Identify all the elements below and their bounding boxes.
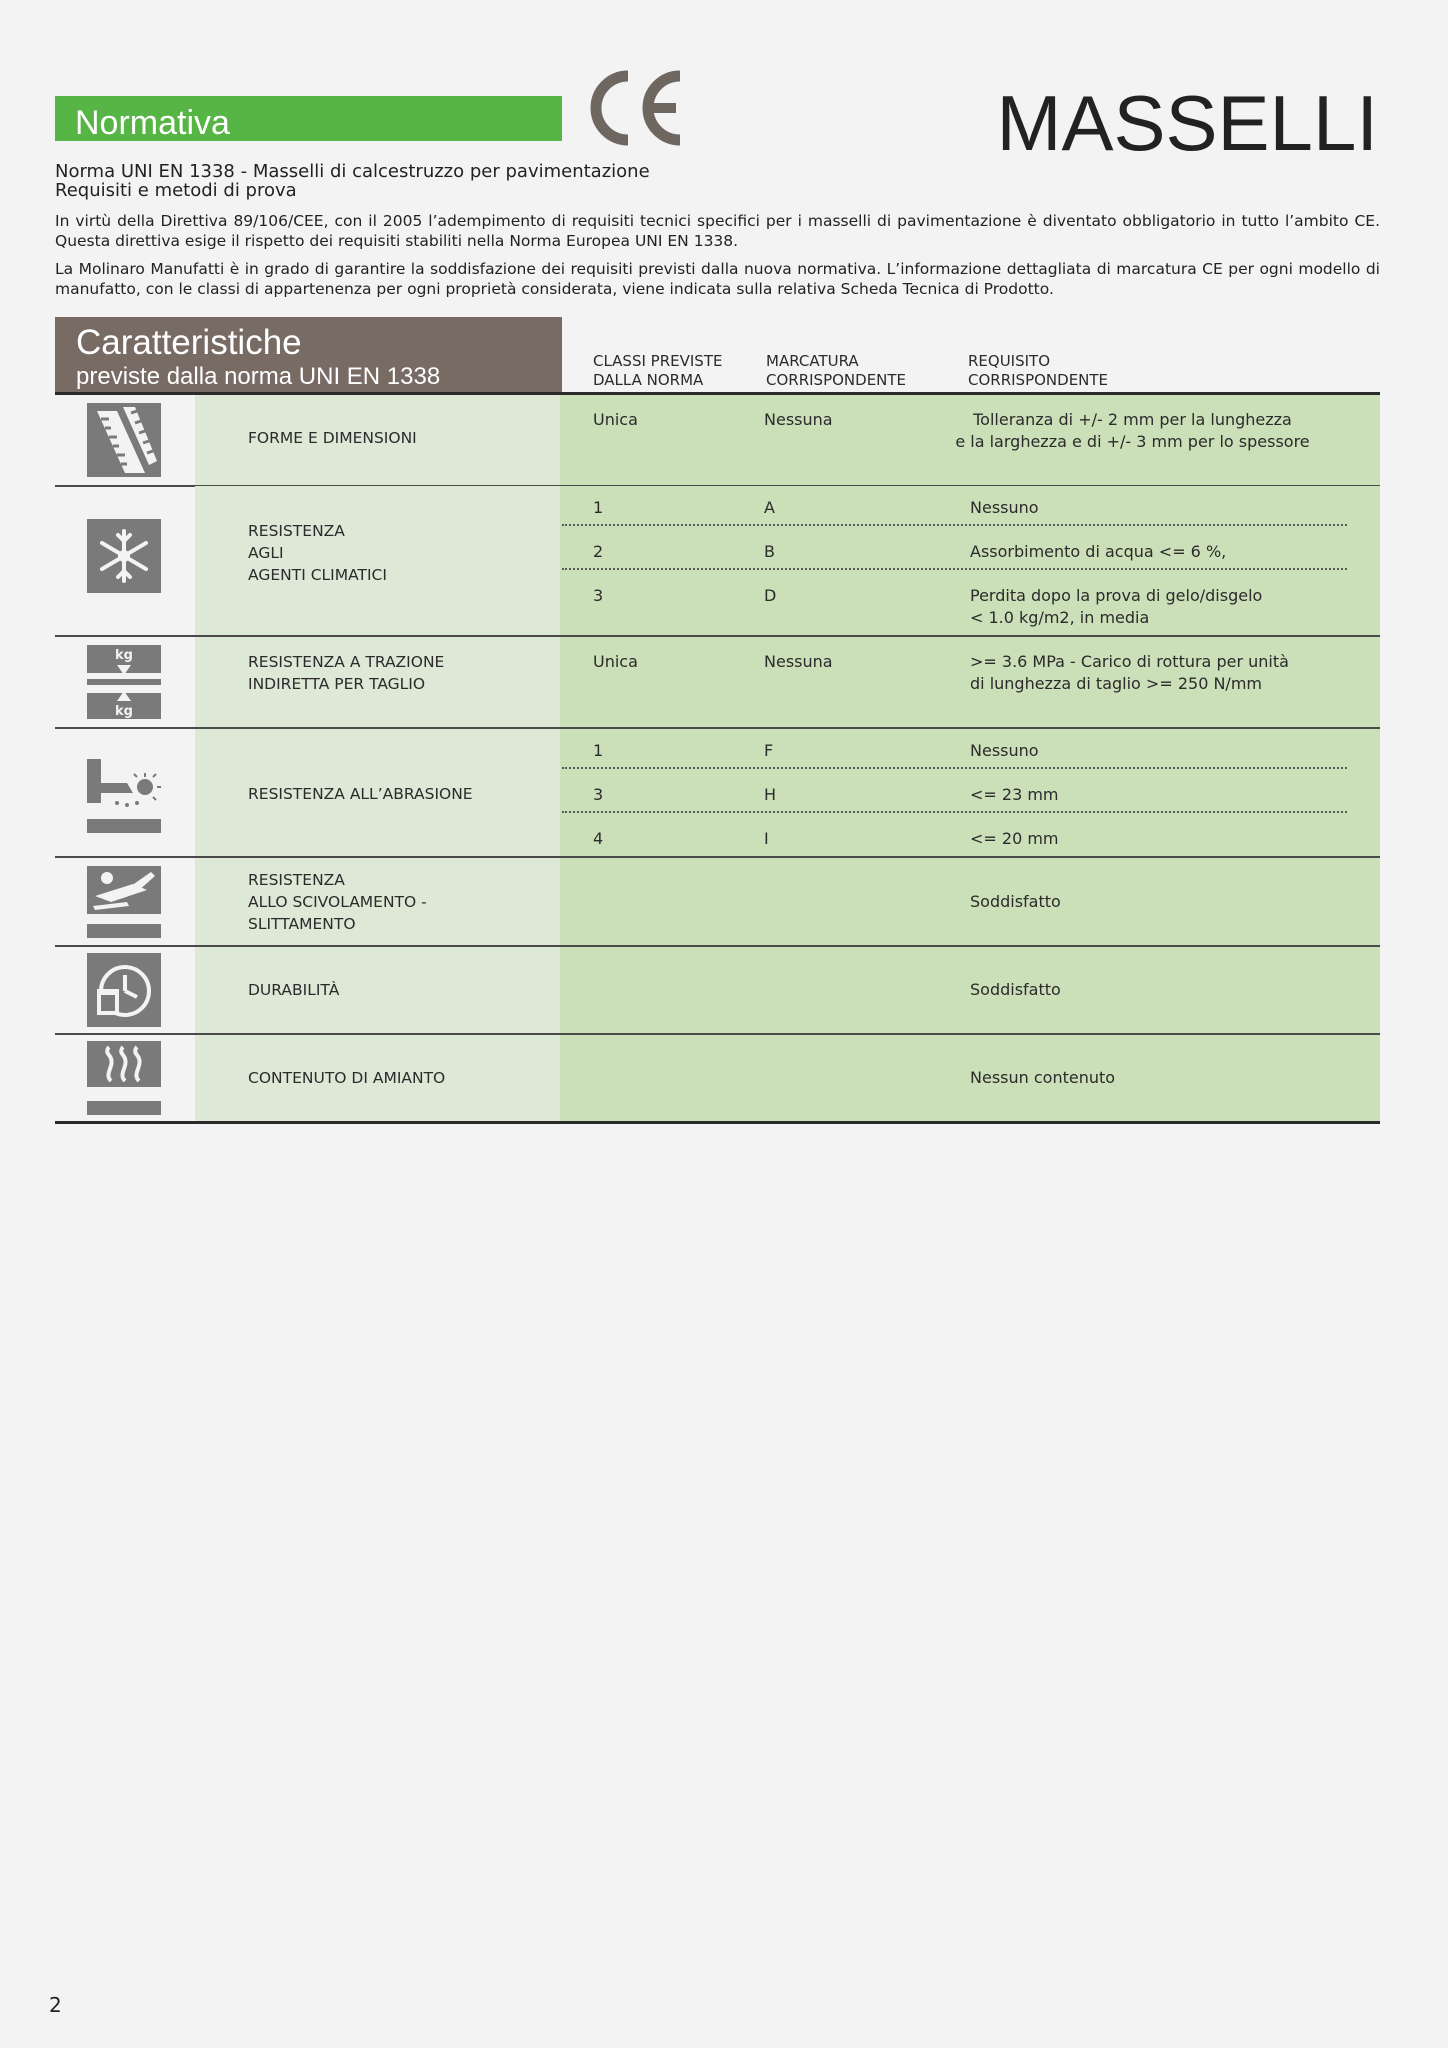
- classe-value: Unica: [593, 410, 638, 429]
- label-line: SLITTAMENTO: [248, 915, 356, 933]
- requisito-value: <= 20 mm: [970, 829, 1059, 848]
- label-line: RESISTENZA: [248, 522, 345, 540]
- characteristic-label: [248, 979, 339, 1001]
- label-line: RESISTENZA A TRAZIONE: [248, 653, 445, 671]
- classe-value: Unica: [593, 652, 638, 671]
- requisito-value: [935, 409, 1330, 453]
- table-row: [55, 393, 1380, 485]
- requisito-value: <= 23 mm: [970, 785, 1059, 804]
- requisito-value: [970, 585, 1262, 629]
- table-row: [55, 1035, 1380, 1121]
- characteristic-label: [248, 427, 417, 449]
- requisito-line: Perdita dopo la prova di gelo/disgelo: [970, 586, 1263, 605]
- column-header-marcatura: [766, 352, 906, 390]
- ce-mark-icon: [582, 68, 684, 148]
- classe-value: 3: [593, 586, 604, 605]
- norm-subtitle: Requisiti e metodi di prova: [55, 180, 297, 201]
- page-number: 2: [49, 1993, 62, 2017]
- label-line: AGENTI CLIMATICI: [248, 566, 387, 584]
- dotted-separator: [562, 767, 1347, 769]
- table-row: [55, 858, 1380, 945]
- label-line: CONTENUTO DI AMIANTO: [248, 1069, 446, 1087]
- icon-cell: [55, 1035, 195, 1121]
- table-row: [55, 729, 1380, 856]
- icon-cell: [55, 858, 195, 945]
- requisito-value: Nessuno: [970, 498, 1039, 517]
- table-bottom-border: [55, 1121, 1380, 1124]
- characteristic-label: [248, 651, 444, 695]
- table-row: [55, 486, 1380, 635]
- norm-title: Norma UNI EN 1338 - Masselli di calcestruzzo per pavimentazione: [55, 161, 650, 182]
- label-line: ALLO SCIVOLAMENTO -: [248, 893, 427, 911]
- label-line: AGLI: [248, 544, 284, 562]
- table-subtitle: previste dalla norma UNI EN 1338: [76, 363, 441, 390]
- kg-label: kg: [115, 704, 133, 719]
- table-row: [55, 947, 1380, 1033]
- marcatura-value: B: [764, 542, 775, 561]
- product-title: MASSELLI: [996, 79, 1378, 167]
- weight-kg-icon: [87, 645, 161, 719]
- requisito-line: di lunghezza di taglio >= 250 N/mm: [970, 674, 1262, 693]
- column-header-requisito: [968, 352, 1108, 390]
- characteristic-label: [248, 520, 387, 586]
- requisito-value: Nessuno: [970, 741, 1039, 760]
- icon-cell: [55, 947, 195, 1033]
- intro-paragraph-1: In virtù della Direttiva 89/106/CEE, con il 2005 l’adempimento di requisiti tecnici specifici per i masselli di pavimentazione è diventato obbligatorio in tutto l’ambito CE. Questa direttiva esige il rispetto dei requisiti stabiliti nella Norma Europea UNI EN 1338.: [55, 212, 1380, 250]
- marcatura-value: H: [764, 785, 777, 804]
- icon-cell: [55, 637, 195, 727]
- ruler-icon: [87, 403, 161, 477]
- requisito-value: [970, 651, 1289, 695]
- dotted-separator: [562, 524, 1347, 526]
- classe-value: 1: [593, 498, 604, 517]
- characteristic-label: [248, 869, 427, 935]
- section-title: Normativa: [75, 104, 230, 142]
- column-header-line: CORRISPONDENTE: [968, 371, 1109, 389]
- column-header-line: CORRISPONDENTE: [766, 371, 907, 389]
- classe-value: 2: [593, 542, 604, 561]
- requisito-value: Nessun contenuto: [970, 1068, 1116, 1087]
- dotted-separator: [562, 568, 1347, 570]
- requisito-line: >= 3.6 MPa - Carico di rottura per unità: [970, 652, 1289, 671]
- marcatura-value: Nessuna: [764, 410, 833, 429]
- label-line: INDIRETTA PER TAGLIO: [248, 675, 426, 693]
- label-line: RESISTENZA ALL’ABRASIONE: [248, 785, 473, 803]
- label-line: DURABILITÀ: [248, 981, 340, 999]
- characteristic-label: [248, 783, 473, 805]
- characteristics-table: [55, 393, 1380, 1124]
- asbestos-fumes-icon: [87, 1041, 161, 1115]
- dotted-separator: [562, 811, 1347, 813]
- classe-value: 4: [593, 829, 604, 848]
- table-row: [55, 637, 1380, 727]
- table-title: Caratteristiche: [76, 323, 302, 362]
- intro-paragraph-2: La Molinaro Manufatti è in grado di garantire la soddisfazione dei requisiti previsti dalla nuova normativa. L’informazione dettagliata di marcatura CE per ogni modello di manufatto, con le classi di appartenenza per ogni proprietà considerata, viene indicata sulla relativa Scheda Tecnica di Prodotto.: [55, 260, 1380, 298]
- clock-durability-icon: [87, 953, 161, 1027]
- marcatura-value: I: [764, 829, 769, 848]
- icon-cell: [55, 486, 195, 635]
- label-line: FORME E DIMENSIONI: [248, 429, 417, 447]
- marcatura-value: A: [764, 498, 775, 517]
- marcatura-value: D: [764, 586, 777, 605]
- classe-value: 3: [593, 785, 604, 804]
- classe-value: 1: [593, 741, 604, 760]
- requisito-line: e la larghezza e di +/- 3 mm per lo spessore: [955, 432, 1310, 451]
- abrasion-icon: [87, 759, 161, 833]
- column-header-line: REQUISITO: [968, 352, 1051, 370]
- column-header-classi: [593, 352, 722, 390]
- column-header-line: CLASSI PREVISTE: [593, 352, 723, 370]
- requisito-line: < 1.0 kg/m2, in media: [970, 608, 1150, 627]
- table-top-border: [55, 392, 1380, 395]
- icon-cell: [55, 393, 195, 485]
- kg-label: kg: [115, 648, 133, 663]
- slip-icon: [87, 866, 161, 938]
- characteristic-label: [248, 1067, 445, 1089]
- snowflake-sun-icon: [87, 519, 161, 593]
- icon-cell: [55, 729, 195, 856]
- column-header-line: MARCATURA: [766, 352, 859, 370]
- requisito-value: Soddisfatto: [970, 892, 1061, 911]
- requisito-value: Assorbimento di acqua <= 6 %,: [970, 542, 1227, 561]
- requisito-line: Tolleranza di +/- 2 mm per la lunghezza: [973, 410, 1292, 429]
- column-header-line: DALLA NORMA: [593, 371, 704, 389]
- marcatura-value: Nessuna: [764, 652, 833, 671]
- label-line: RESISTENZA: [248, 871, 345, 889]
- marcatura-value: F: [764, 741, 774, 760]
- requisito-value: Soddisfatto: [970, 980, 1061, 999]
